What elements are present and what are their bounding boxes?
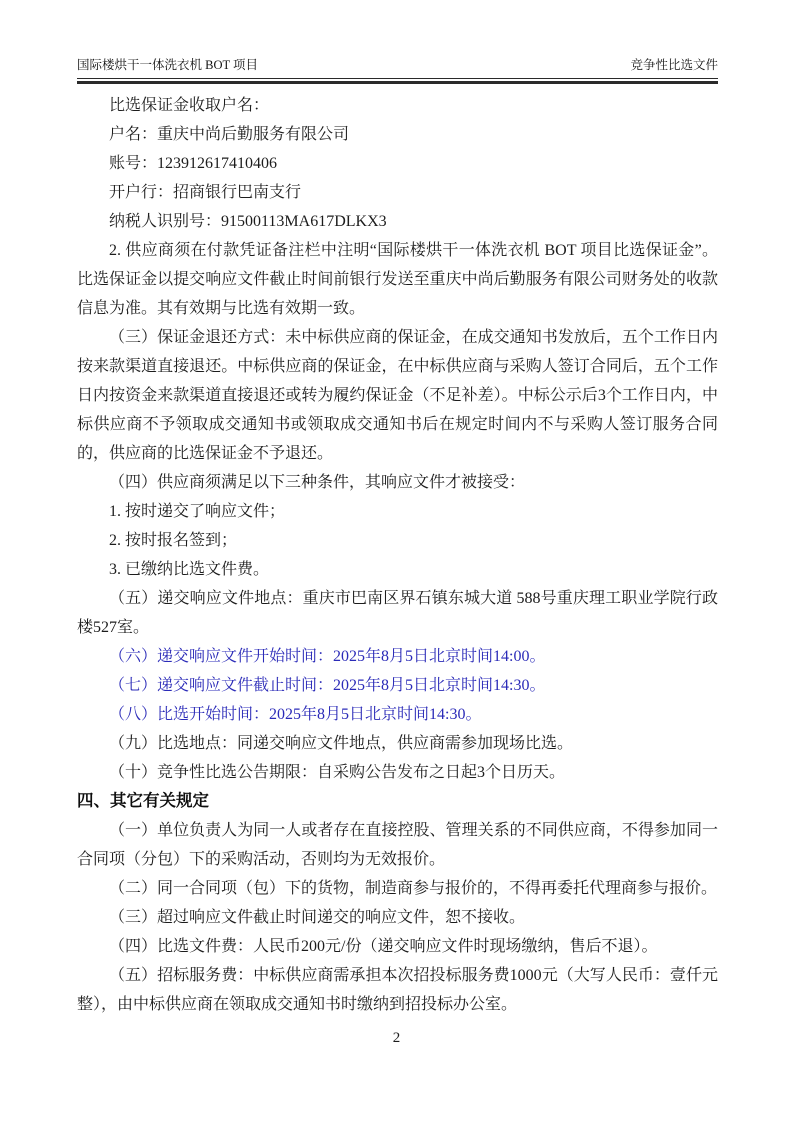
header-rule	[77, 78, 718, 84]
selection-location: （九）比选地点：同递交响应文件地点，供应商需参加现场比选。	[109, 734, 574, 752]
page-header	[77, 58, 718, 73]
acceptance-conditions: （四）供应商须满足以下三种条件，其响应文件才被接受：	[109, 473, 526, 491]
other-rule-3: （三）超过响应文件截止时间递交的响应文件，恕不接收。	[109, 908, 526, 926]
document-content	[77, 91, 718, 1019]
condition-2: 2. 按时报名签到；	[109, 531, 238, 549]
account-name: 户名：重庆中尚后勤服务有限公司	[109, 125, 350, 143]
other-rule-1: （一）单位负责人为同一人或者存在直接控股、管理关系的不同供应商，不得参加同一合同项（分包）下的采购活动，否则均为无效报价。	[77, 821, 718, 868]
payment-note: 2. 供应商须在付款凭证备注栏中注明“国际楼烘干一体洗衣机 BOT 项目比选保证金”。比选保证金以提交响应文件截止时间前银行发送至重庆中尚后勤服务有限公司财务处的收款信息为准。其有效期与比选有效期一致。	[77, 241, 718, 317]
page-footer	[0, 1030, 793, 1047]
selection-start-time: （八）比选开始时间：2025年8月5日北京时间14:30。	[109, 705, 482, 723]
section-4-heading: 四、其它有关规定	[77, 791, 209, 810]
taxpayer-id: 纳税人识别号：91500113MA617DLKX3	[109, 212, 387, 230]
header-project-title: 国际楼烘干一体洗衣机 BOT 项目	[77, 58, 259, 72]
submission-deadline: （七）递交响应文件截止时间：2025年8月5日北京时间14:30。	[109, 676, 546, 694]
header-doc-type: 竞争性比选文件	[630, 58, 718, 72]
header-rule-thin-line	[77, 78, 718, 79]
condition-3: 3. 已缴纳比选文件费。	[109, 560, 270, 578]
page-number: 2	[392, 1030, 401, 1046]
announcement-period: （十）竞争性比选公告期限：自采购公告发布之日起3个日历天。	[109, 763, 566, 781]
other-rule-4: （四）比选文件费：人民币200元/份（递交响应文件时现场缴纳，售后不退）。	[109, 937, 658, 955]
deposit-recipient-label: 比选保证金收取户名：	[109, 96, 270, 114]
submission-location: （五）递交响应文件地点：重庆市巴南区界石镇东城大道 588号重庆理工职业学院行政楼527室。	[77, 589, 718, 636]
deposit-refund-method: （三）保证金退还方式：未中标供应商的保证金，在成交通知书发放后，五个工作日内按来款渠道直接退还。中标供应商的保证金，在中标供应商与采购人签订合同后，五个工作日内按资金来款渠道直接退还或转为履约保证金（不足补差）。中标公示后3个工作日内，中标供应商不予领取成交通知书或领取成交通知书后在规定时间内不与采购人签订服务合同的，供应商的比选保证金不予退还。	[77, 328, 718, 462]
bank-branch: 开户行：招商银行巴南支行	[109, 183, 302, 201]
other-rule-2: （二）同一合同项（包）下的货物，制造商参与报价的，不得再委托代理商参与报价。	[109, 879, 718, 897]
condition-1: 1. 按时递交了响应文件；	[109, 502, 286, 520]
other-rule-5: （五）招标服务费：中标供应商需承担本次招投标服务费1000元（大写人民币：壹仟元整），由中标供应商在领取成交通知书时缴纳到招投标办公室。	[77, 966, 718, 1013]
submission-start-time: （六）递交响应文件开始时间：2025年8月5日北京时间14:00。	[109, 647, 546, 665]
header-rule-thick-line	[77, 81, 718, 84]
account-number: 账号：123912617410406	[109, 154, 278, 172]
